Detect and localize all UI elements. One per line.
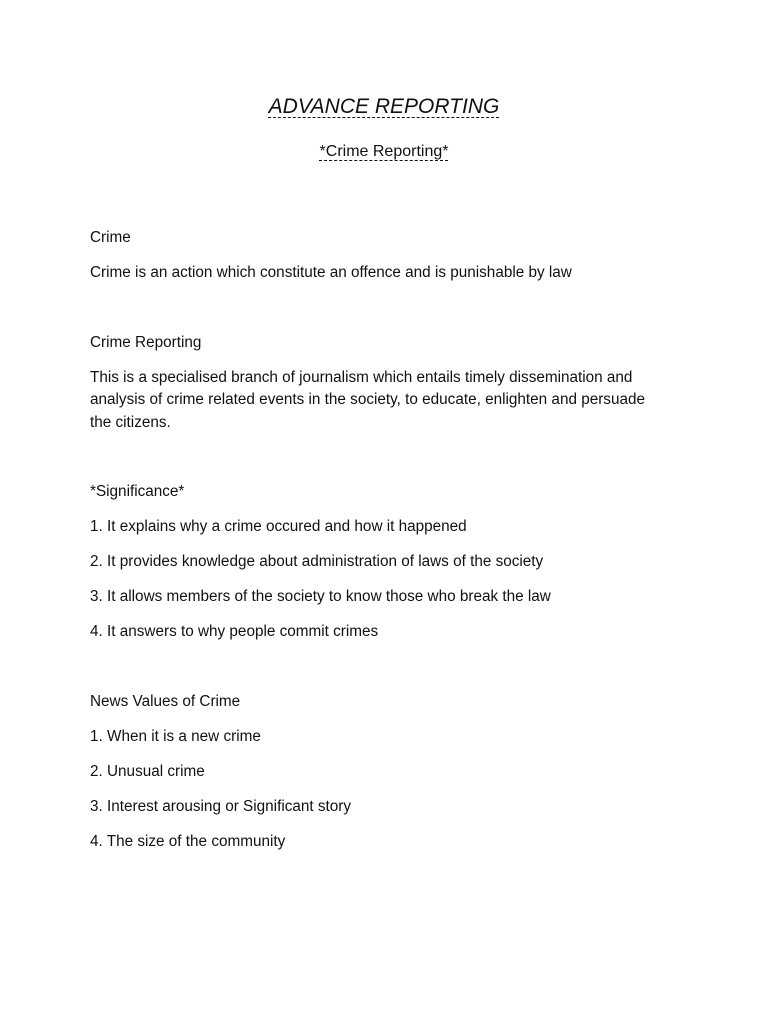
list-item: 2. It provides knowledge about administration of laws of the society: [90, 553, 544, 570]
list-item: 1. It explains why a crime occured and how it happened: [90, 518, 467, 535]
document-subtitle-text: *Crime Reporting*: [319, 143, 449, 160]
document-subtitle: [0, 141, 768, 163]
document-title: [0, 94, 768, 120]
crime-heading: Crime: [90, 229, 131, 246]
list-item: 2. Unusual crime: [90, 763, 205, 780]
list-item: 1. When it is a new crime: [90, 728, 261, 745]
news-values-heading: News Values of Crime: [90, 693, 241, 710]
crime-definition: Crime is an action which constitute an offence and is punishable by law: [90, 264, 572, 281]
crime-reporting-heading: Crime Reporting: [90, 334, 202, 351]
list-item: 4. The size of the community: [90, 833, 286, 850]
list-item: 3. It allows members of the society to know those who break the law: [90, 588, 551, 605]
list-item: 4. It answers to why people commit crimes: [90, 623, 379, 640]
list-item: 3. Interest arousing or Significant story: [90, 798, 352, 815]
crime-reporting-definition-line1: This is a specialised branch of journalism which entails timely dissemination and: [90, 369, 633, 386]
significance-heading: *Significance*: [90, 483, 185, 500]
crime-reporting-definition-line3: the citizens.: [90, 414, 171, 431]
crime-reporting-definition-line2: analysis of crime related events in the society, to educate, enlighten and persuade: [90, 391, 645, 408]
document-title-text: ADVANCE REPORTING: [268, 95, 500, 118]
